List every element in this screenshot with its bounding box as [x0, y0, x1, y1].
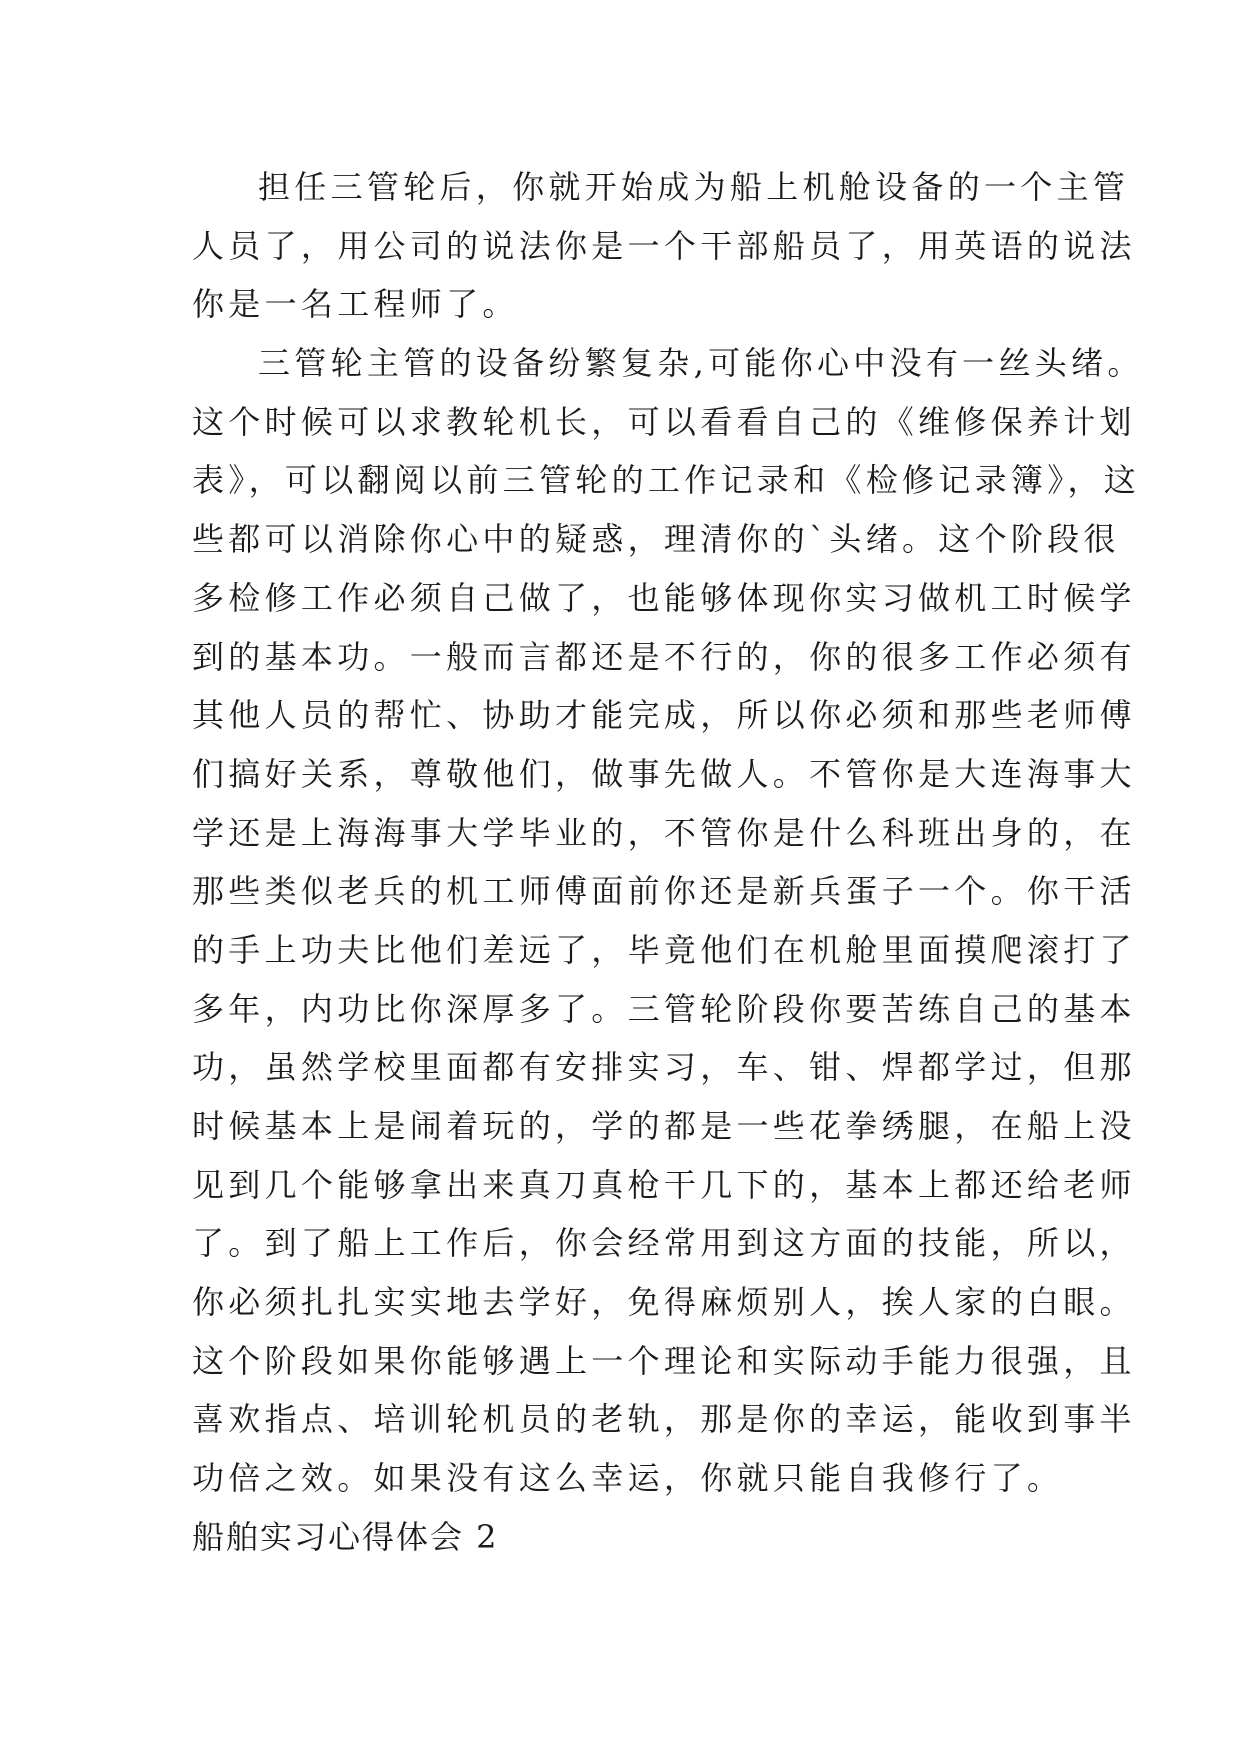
- text-line: 喜欢指点、培训轮机员的老轨，那是你的幸运，能收到事半: [192, 1400, 1136, 1439]
- text-line: 三管轮主管的设备纷繁复杂,可能你心中没有一丝头绪。: [258, 344, 1144, 383]
- text-line: 多年，内功比你深厚多了。三管轮阶段你要苦练自己的基本: [192, 989, 1136, 1028]
- text-line: 你必须扎扎实实地去学好，免得麻烦别人，挨人家的白眼。: [192, 1283, 1136, 1322]
- text-line: 功，虽然学校里面都有安排实习，车、钳、焊都学过，但那: [192, 1048, 1136, 1087]
- text-line: 担任三管轮后，你就开始成为船上机舱设备的一个主管: [258, 168, 1130, 206]
- text-line: 到的基本功。一般而言都还是不行的，你的很多工作必须有: [192, 637, 1136, 676]
- text-line: 多检修工作必须自己做了，也能够体现你实习做机工时候学: [192, 578, 1136, 617]
- text-line: 你是一名工程师了。: [192, 285, 519, 324]
- text-line: 功倍之效。如果没有这么幸运，你就只能自我修行了。: [192, 1459, 1064, 1498]
- text-line: 其他人员的帮忙、协助才能完成，所以你必须和那些老师傅: [192, 696, 1136, 735]
- text-line: 人员了，用公司的说法你是一个干部船员了，用英语的说法: [192, 226, 1136, 265]
- text-line: 学还是上海海事大学毕业的，不管你是什么科班出身的，在: [192, 813, 1136, 852]
- text-line: 些都可以消除你心中的疑惑，理清你的`头绪。这个阶段很: [192, 520, 1120, 559]
- text-line: 了。到了船上工作后，你会经常用到这方面的技能，所以，: [192, 1224, 1136, 1263]
- paragraph-1: [192, 158, 1136, 334]
- document-body: [192, 158, 1144, 1567]
- text-line: 们搞好关系，尊敬他们，做事先做人。不管你是大连海事大: [192, 754, 1136, 793]
- text-line: 的手上功夫比他们差远了，毕竟他们在机舱里面摸爬滚打了: [192, 930, 1136, 969]
- text-line: 表》，可以翻阅以前三管轮的工作记录和《检修记录簿》，这: [192, 461, 1141, 500]
- paragraph-2: [192, 334, 1144, 1508]
- text-line: 这个时候可以求教轮机长，可以看看自己的《维修保养计划: [192, 402, 1136, 441]
- text-line: 这个阶段如果你能够遇上一个理论和实际动手能力很强，且: [192, 1341, 1136, 1380]
- text-line: 那些类似老兵的机工师傅面前你还是新兵蛋子一个。你干活: [192, 872, 1136, 911]
- text-line: 见到几个能够拿出来真刀真枪干几下的，基本上都还给老师: [192, 1165, 1136, 1204]
- section-heading: 船舶实习心得体会 2: [192, 1517, 499, 1556]
- text-line: 时候基本上是闹着玩的，学的都是一些花拳绣腿，在船上没: [192, 1107, 1136, 1145]
